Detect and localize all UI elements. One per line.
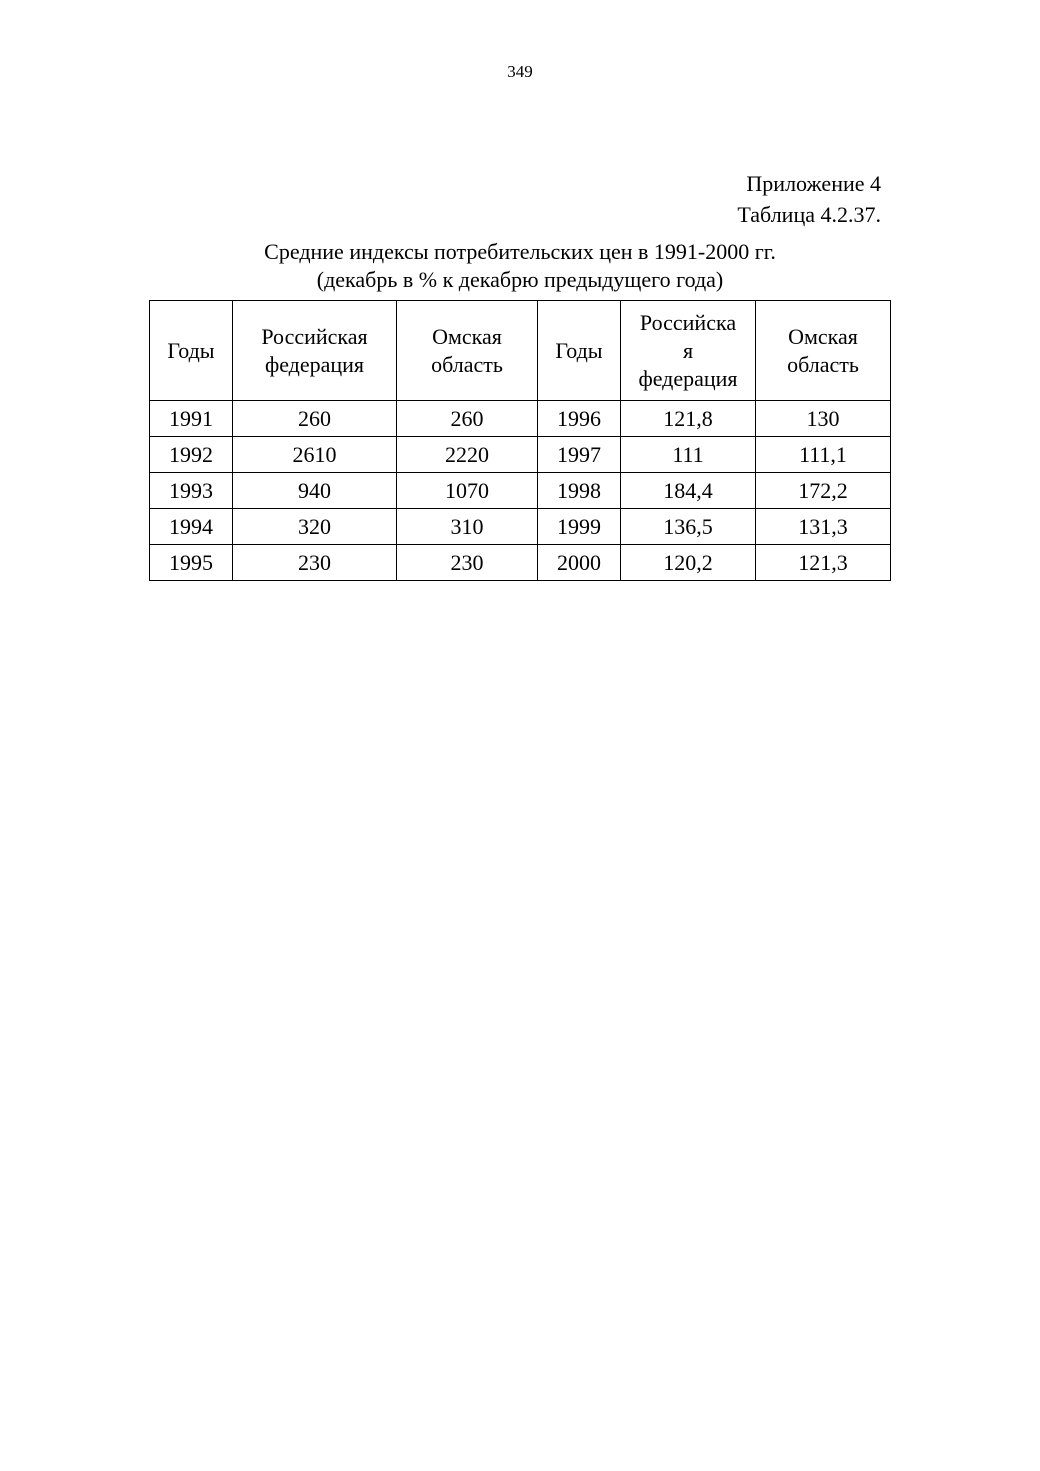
caption-title: Средние индексы потребительских цен в 1991-2000 гг.: [264, 239, 776, 264]
header-text: Омская: [432, 323, 502, 349]
table-number: Таблица 4.2.37.: [737, 202, 881, 227]
header-years-1: [150, 301, 233, 401]
table-caption: [0, 238, 1040, 294]
table-cell: 120,2: [621, 545, 756, 581]
header-omsk-2: [756, 301, 891, 401]
table-row: [150, 437, 891, 473]
table-cell: 1992: [150, 437, 233, 473]
table-cell: 2610: [233, 437, 397, 473]
caption-subtitle: (декабрь в % к декабрю предыдущего года): [316, 267, 724, 292]
appendix-label: [737, 168, 881, 230]
table-cell: 1995: [150, 545, 233, 581]
table-cell: 1991: [150, 401, 233, 437]
table-cell: 1997: [538, 437, 621, 473]
table-cell: 121,8: [621, 401, 756, 437]
table-cell: 2220: [397, 437, 538, 473]
table-cell: 1999: [538, 509, 621, 545]
header-text: Российская: [261, 323, 368, 349]
table-cell: 136,5: [621, 509, 756, 545]
header-text: федерация: [638, 365, 738, 391]
table-cell: 131,3: [756, 509, 891, 545]
table-cell: 230: [397, 545, 538, 581]
page-number: 349: [507, 62, 533, 81]
table-row: [150, 545, 891, 581]
header-text: Омская: [788, 323, 858, 349]
table-cell: 1998: [538, 473, 621, 509]
header-text: я: [682, 337, 694, 363]
table-row: [150, 401, 891, 437]
header-text: Российска: [639, 309, 737, 335]
table-cell: 1996: [538, 401, 621, 437]
table-cell: 230: [233, 545, 397, 581]
table-cell: 310: [397, 509, 538, 545]
header-years-2: [538, 301, 621, 401]
table-cell: 121,3: [756, 545, 891, 581]
header-text: Годы: [555, 337, 603, 363]
table-cell: 1993: [150, 473, 233, 509]
table-cell: 184,4: [621, 473, 756, 509]
table-cell: 111,1: [756, 437, 891, 473]
table-cell: 172,2: [756, 473, 891, 509]
table-cell: 1994: [150, 509, 233, 545]
table-row: [150, 509, 891, 545]
appendix-number: Приложение 4: [746, 171, 881, 196]
header-text: область: [431, 351, 503, 377]
header-russia-2: [621, 301, 756, 401]
price-index-table: [149, 300, 891, 581]
header-omsk-1: [397, 301, 538, 401]
header-text: федерация: [264, 351, 365, 377]
table-header-row: [150, 301, 891, 401]
table-cell: 111: [621, 437, 756, 473]
table-cell: 2000: [538, 545, 621, 581]
table-cell: 260: [233, 401, 397, 437]
table-cell: 1070: [397, 473, 538, 509]
header-text: Годы: [167, 337, 215, 363]
header-text: область: [787, 351, 859, 377]
table-cell: 940: [233, 473, 397, 509]
header-russia-1: [233, 301, 397, 401]
table-row: [150, 473, 891, 509]
table-cell: 260: [397, 401, 538, 437]
table-cell: 130: [756, 401, 891, 437]
table-cell: 320: [233, 509, 397, 545]
